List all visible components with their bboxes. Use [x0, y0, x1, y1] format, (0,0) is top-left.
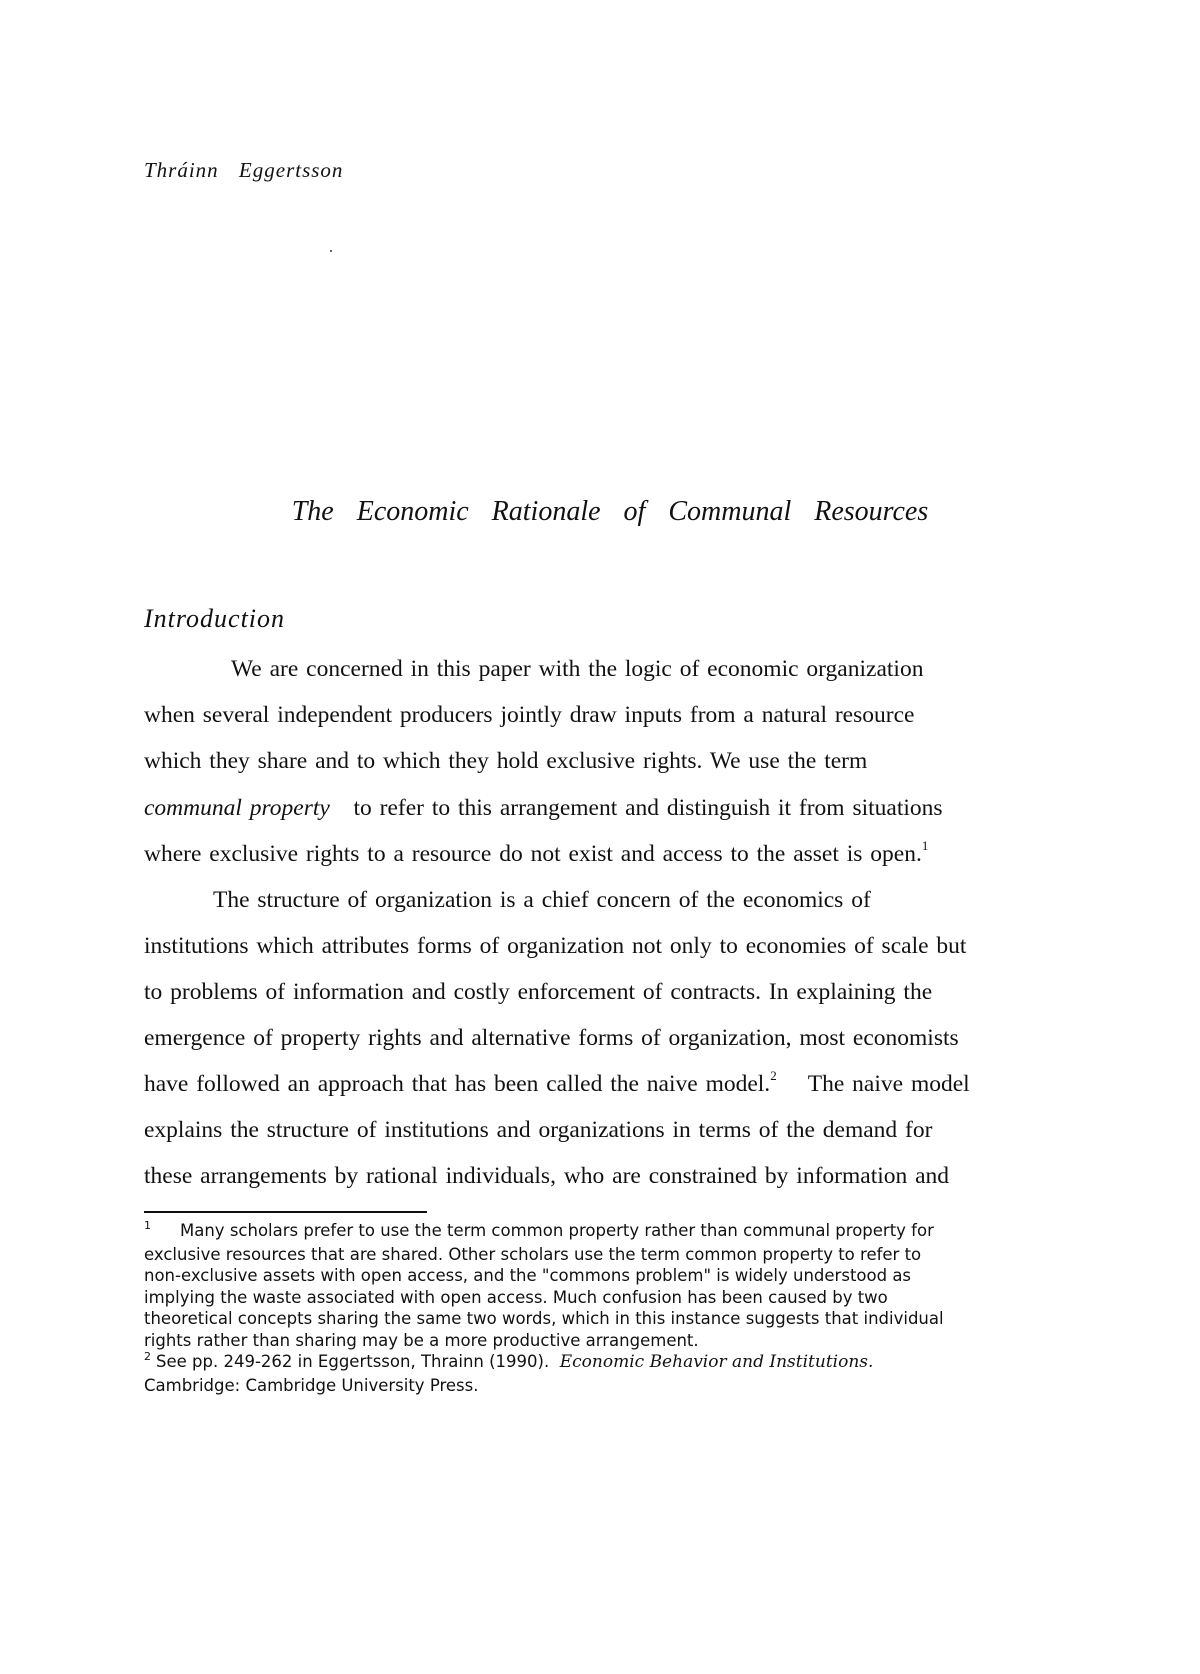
- footnote-2-number: 2: [144, 1350, 151, 1363]
- footnotes: [144, 1220, 1054, 1396]
- paragraph2-line1: The structure of organization is a chief concern of the economics of: [213, 887, 871, 913]
- paragraph1-line2: when several independent producers jointly draw inputs from a natural resource: [144, 702, 915, 728]
- footnote-1-line6: rights rather than sharing may be a more productive arrangement.: [144, 1330, 699, 1350]
- footnote-1-line3: non-exclusive assets with open access, and the "commons problem" is widely understood as: [144, 1266, 912, 1285]
- footnote-ref-2[interactable]: 2: [770, 1068, 777, 1083]
- paragraph2-line2: institutions which attributes forms of organization not only to economies of scale but: [144, 933, 967, 959]
- paper-title: The Economic Rationale of Communal Resources: [291, 496, 929, 527]
- paragraph1-line5: [144, 838, 929, 868]
- footnote-separator: [144, 1211, 427, 1213]
- paragraph1-line4: [144, 795, 943, 822]
- paragraph2-line5-text-a: have followed an approach that has been called the naive model.: [144, 1071, 771, 1097]
- emphasized-term: communal property: [144, 795, 330, 821]
- footnote-ref-1[interactable]: 1: [921, 838, 929, 853]
- footnote-1-line2: exclusive resources that are shared. Other scholars use the term common property to refer to: [144, 1244, 922, 1264]
- paragraph1-line4-text: to refer to this arrangement and distinguish it from situations: [353, 795, 943, 821]
- author-name: Thráinn Eggertsson: [144, 158, 344, 182]
- stray-mark: [330, 250, 332, 252]
- paragraph2-line5-text-b: The naive model: [807, 1071, 970, 1097]
- footnote-2-text: See pp. 249-262 in Eggertsson, Thrainn (1990).: [156, 1352, 550, 1371]
- paragraph2-line3: to problems of information and costly enforcement of contracts. In explaining the: [144, 979, 933, 1005]
- section-heading: Introduction: [144, 604, 286, 633]
- footnote-1-line4: implying the waste associated with open access. Much confusion has been caused by two: [144, 1287, 888, 1307]
- footnote-2-line1: [144, 1351, 1054, 1375]
- footnote-2-line2: Cambridge: Cambridge University Press.: [144, 1375, 479, 1395]
- paragraph2-line6: explains the structure of institutions and organizations in terms of the demand for: [144, 1117, 933, 1143]
- cited-book-title: Economic Behavior and Institutions.: [559, 1352, 874, 1372]
- paragraph1-line1: We are concerned in this paper with the logic of economic organization: [231, 656, 924, 682]
- paragraph1-line3: which they share and to which they hold exclusive rights. We use the term: [144, 748, 868, 774]
- paragraph2-line4: emergence of property rights and alternative forms of organization, most economists: [144, 1025, 959, 1051]
- paragraph1-line5-text: where exclusive rights to a resource do not exist and access to the asset is open.: [144, 841, 922, 867]
- paragraph2-line7: these arrangements by rational individuals, who are constrained by information and: [144, 1163, 950, 1189]
- paragraph2-line5: [144, 1068, 970, 1098]
- footnote-1-text: Many scholars prefer to use the term common property rather than communal property for: [180, 1221, 934, 1240]
- footnote-1-line1: [144, 1220, 1054, 1244]
- footnote-1-number: 1: [144, 1219, 151, 1232]
- footnote-1-line5: theoretical concepts sharing the same two words, which in this instance suggests that individual: [144, 1309, 944, 1328]
